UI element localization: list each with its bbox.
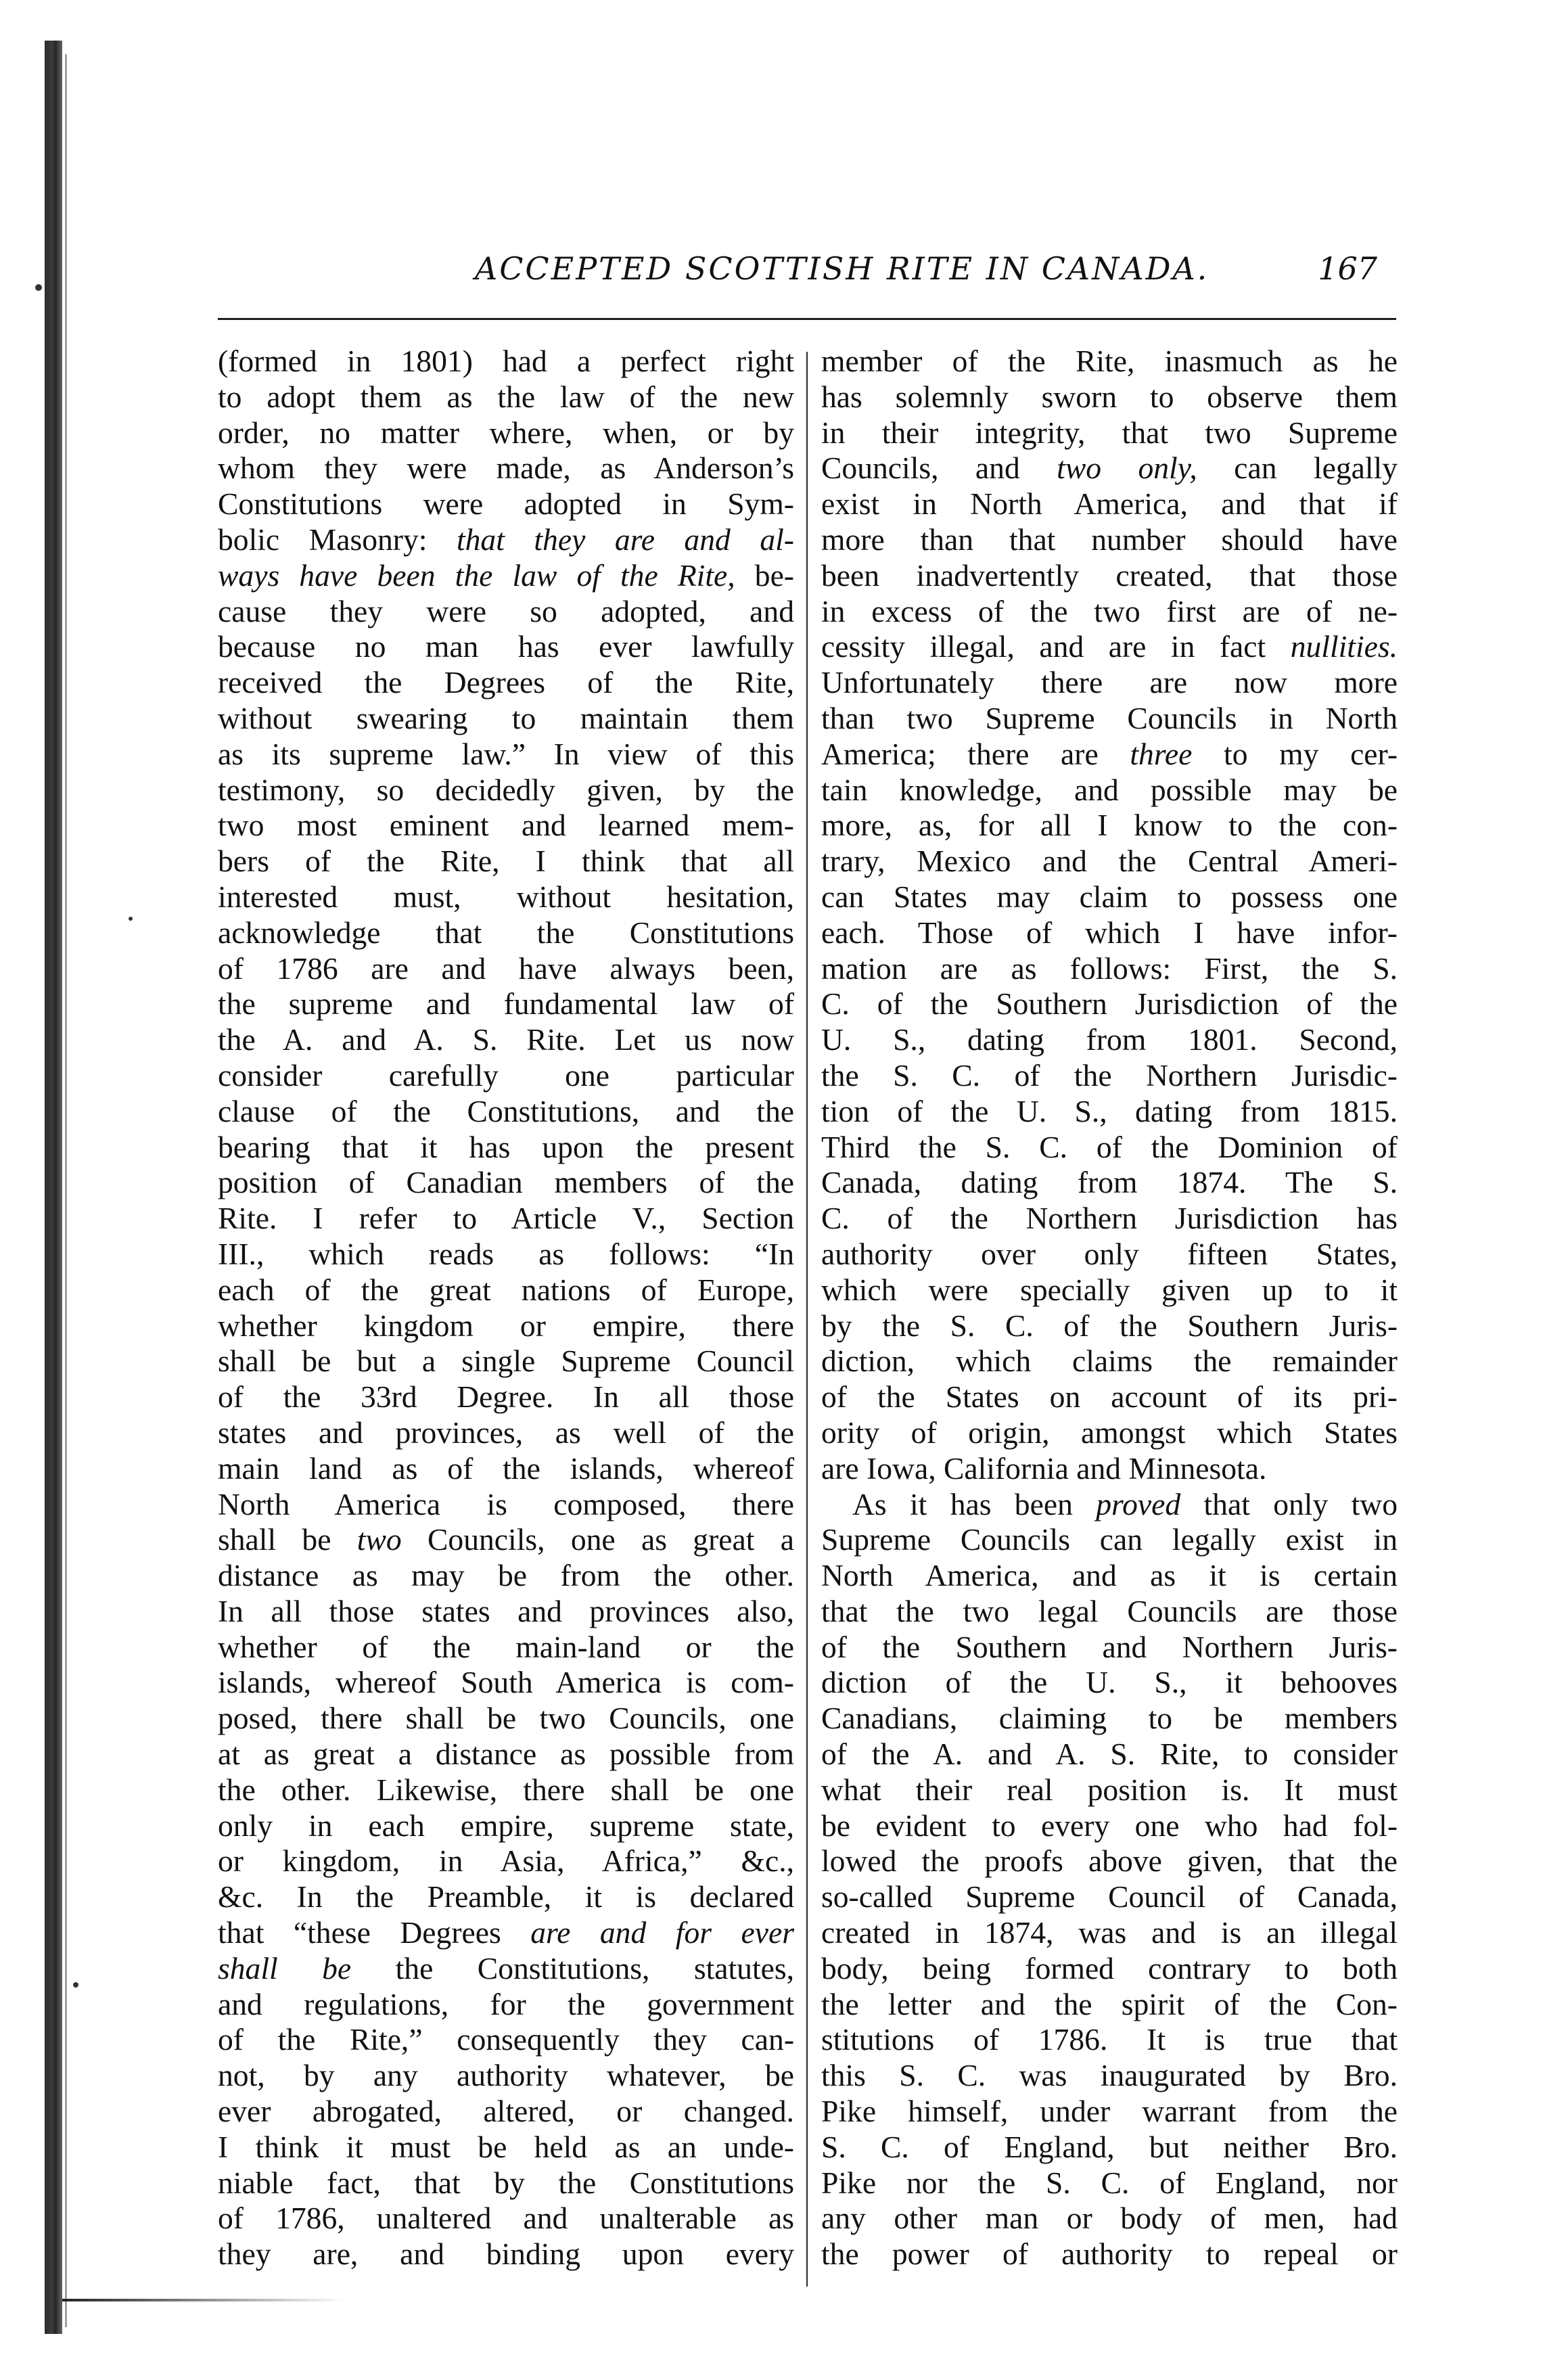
line-text: the power of authority to repeal or	[821, 2237, 1398, 2272]
binding-shadow	[65, 54, 67, 2327]
line-text: authority over only fifteen States,	[821, 1236, 1398, 1271]
line-text: testimony, so decidedly given, by the	[218, 772, 794, 807]
text-line	[218, 701, 794, 737]
text-line	[821, 1951, 1398, 1987]
text-line	[218, 1594, 794, 1630]
line-text: C. of the Southern Jurisdiction of the	[821, 986, 1398, 1022]
italic-text: two	[356, 1522, 402, 1557]
line-text: of the States on account of its pri-	[821, 1379, 1398, 1415]
text-line	[218, 773, 794, 808]
line-text: stitutions of 1786. It is true that	[821, 2022, 1398, 2057]
line-text: more than that number should have	[821, 522, 1398, 557]
line-text: of the 33rd Degree. In all those	[218, 1379, 794, 1415]
line-text: cause they were so adopted, and	[218, 593, 794, 628]
text-line	[821, 1022, 1398, 1058]
italic-text: three	[1130, 736, 1193, 771]
line-text: In all those states and provinces also,	[218, 1593, 794, 1628]
text-line	[218, 380, 794, 415]
text-line	[821, 1094, 1398, 1130]
line-text: without swearing to maintain them	[218, 700, 794, 735]
line-text: body, being formed contrary to both	[821, 1950, 1398, 1986]
scan-speck	[73, 1982, 78, 1988]
text-line	[821, 1737, 1398, 1772]
text-line	[218, 1308, 794, 1344]
text-line	[218, 1415, 794, 1451]
line-text: C. of the Northern Jurisdiction has	[821, 1201, 1398, 1236]
line-text: niable fact, that by the Constitutions	[218, 2165, 794, 2200]
scan-speck	[35, 284, 42, 291]
text-line	[218, 522, 794, 558]
text-line	[218, 1808, 794, 1844]
text-line	[218, 1522, 794, 1558]
line-text: only in each empire, supreme state,	[218, 1808, 794, 1843]
text-line	[218, 2094, 794, 2130]
text-line	[218, 594, 794, 630]
line-text: because no man has ever lawfully	[218, 629, 794, 664]
line-text: of the Rite,” consequently they can-	[218, 2022, 794, 2057]
line-text: that the two legal Councils are those	[821, 1593, 1398, 1628]
line-text: S. C. of England, but neither Bro.	[821, 2129, 1398, 2164]
text-line	[821, 1630, 1398, 1666]
line-text: can legally	[1197, 451, 1398, 486]
line-text: of 1786, unaltered and unalterable as	[218, 2201, 794, 2236]
line-text: what their real position is. It must	[821, 1772, 1398, 1807]
line-text: Pike nor the S. C. of England, nor	[821, 2165, 1398, 2200]
line-text: America; there are	[821, 736, 1130, 771]
text-line	[218, 737, 794, 773]
text-line	[821, 2165, 1398, 2201]
text-line	[218, 915, 794, 951]
line-text: bolic Masonry:	[218, 522, 457, 557]
text-line	[821, 451, 1398, 486]
line-text: each. Those of which I have infor-	[821, 915, 1398, 950]
text-line	[218, 986, 794, 1022]
text-line	[821, 2058, 1398, 2094]
page-number: 167	[1318, 250, 1377, 287]
line-text: exist in North America, and that if	[821, 486, 1398, 522]
line-text: tain knowledge, and possible may be	[821, 772, 1398, 807]
text-line	[218, 1273, 794, 1308]
text-line	[218, 1058, 794, 1094]
line-text: to my cer-	[1192, 736, 1398, 771]
text-line	[218, 1344, 794, 1379]
text-line	[821, 558, 1398, 594]
line-text: the A. and A. S. Rite. Let us now	[218, 1022, 794, 1057]
line-text: Unfortunately there are now more	[821, 665, 1398, 700]
line-text: bers of the Rite, I think that all	[218, 844, 794, 879]
text-line	[218, 1558, 794, 1594]
text-line	[218, 1915, 794, 1951]
bottom-scan-artifact	[62, 2299, 346, 2301]
italic-text: are and for ever	[530, 1915, 794, 1950]
italic-text: ways have been the law of the Rite,	[218, 557, 735, 593]
text-line	[821, 1772, 1398, 1808]
line-text: Pike himself, under warrant from the	[821, 2094, 1398, 2129]
line-text: Councils, and	[821, 451, 1057, 486]
text-line	[218, 1701, 794, 1737]
line-text: distance as may be from the other.	[218, 1558, 794, 1593]
text-line	[821, 594, 1398, 630]
text-line	[218, 1737, 794, 1772]
italic-text: nullities.	[1290, 629, 1398, 664]
text-line	[821, 629, 1398, 665]
line-text: main land as of the islands, whereof	[218, 1450, 794, 1486]
text-line	[821, 1058, 1398, 1094]
text-line	[821, 1915, 1398, 1951]
text-line	[821, 1594, 1398, 1630]
line-text: they are, and binding upon every	[218, 2237, 794, 2272]
text-line	[821, 2237, 1398, 2272]
line-text: any other man or body of men, had	[821, 2201, 1398, 2236]
text-line	[821, 1201, 1398, 1237]
line-text: consider carefully one particular	[218, 1057, 794, 1093]
line-text: tion of the U. S., dating from 1815.	[821, 1093, 1398, 1128]
text-line	[821, 1415, 1398, 1451]
line-text: North America is composed, there	[218, 1486, 794, 1521]
line-text: can States may claim to possess one	[821, 879, 1398, 914]
text-line	[218, 1237, 794, 1273]
line-text: and regulations, for the government	[218, 1986, 794, 2021]
text-line	[821, 773, 1398, 808]
text-line	[218, 808, 794, 844]
line-text: that only two	[1180, 1486, 1398, 1521]
line-text: (formed in 1801) had a perfect right	[218, 344, 794, 378]
line-text: has solemnly sworn to observe them	[821, 379, 1398, 414]
line-text: the Constitutions, statutes,	[351, 1950, 795, 1986]
text-line	[821, 1522, 1398, 1558]
italic-text: that they are and al-	[456, 522, 794, 557]
line-text: member of the Rite, inasmuch as he	[821, 344, 1398, 378]
text-line	[218, 2022, 794, 2058]
line-text: the other. Likewise, there shall be one	[218, 1772, 794, 1807]
text-line	[821, 951, 1398, 987]
text-line	[218, 844, 794, 879]
text-line	[218, 2058, 794, 2094]
text-line	[218, 1879, 794, 1915]
text-line	[821, 344, 1398, 380]
line-text: the supreme and fundamental law of	[218, 986, 794, 1022]
line-text: Third the S. C. of the Dominion of	[821, 1129, 1398, 1164]
text-line	[821, 415, 1398, 451]
text-line	[821, 879, 1398, 915]
text-line	[821, 1165, 1398, 1201]
book-binding-edge	[45, 41, 62, 2334]
text-line	[218, 1843, 794, 1879]
text-line	[821, 1987, 1398, 2023]
line-text: are Iowa, California and Minnesota.	[821, 1450, 1267, 1486]
text-line	[821, 1701, 1398, 1737]
text-line	[218, 665, 794, 701]
line-text: whether kingdom or empire, there	[218, 1308, 794, 1343]
text-line	[821, 1308, 1398, 1344]
text-line	[821, 1665, 1398, 1701]
italic-text: two only,	[1057, 451, 1197, 486]
line-text: shall be but a single Supreme Council	[218, 1344, 794, 1379]
header-rule	[218, 318, 1396, 320]
line-text: whether of the main-land or the	[218, 1629, 794, 1664]
text-line	[821, 1273, 1398, 1308]
line-text: Councils, one as great a	[401, 1522, 794, 1557]
line-text: I think it must be held as an unde-	[218, 2129, 794, 2164]
text-line	[218, 1201, 794, 1237]
column-divider	[806, 352, 808, 2287]
line-text: Supreme Councils can legally exist in	[821, 1522, 1398, 1557]
line-text: lowed the proofs above given, that the	[821, 1843, 1398, 1879]
line-text: more, as, for all I know to the con-	[821, 808, 1398, 843]
text-line	[821, 380, 1398, 415]
text-line	[821, 1879, 1398, 1915]
line-text: received the Degrees of the Rite,	[218, 665, 794, 700]
line-text: interested must, without hesitation,	[218, 879, 794, 914]
right-text-column	[821, 344, 1398, 2272]
text-line	[218, 1987, 794, 2023]
text-line	[218, 1487, 794, 1523]
line-text: that “these Degrees	[218, 1915, 531, 1950]
line-text: of the Southern and Northern Juris-	[821, 1629, 1398, 1664]
line-text: ority of origin, amongst which States	[821, 1415, 1398, 1450]
line-text: been inadvertently created, that those	[821, 557, 1398, 593]
text-line	[218, 415, 794, 451]
line-text: diction of the U. S., it behooves	[821, 1665, 1398, 1700]
text-line	[218, 344, 794, 380]
text-line	[821, 1558, 1398, 1594]
line-text: As it has been	[852, 1486, 1097, 1521]
text-line	[821, 1487, 1398, 1523]
line-text: be evident to every one who had fol-	[821, 1808, 1398, 1843]
line-text: islands, whereof South America is com-	[218, 1665, 794, 1700]
page-header	[223, 250, 1393, 311]
line-text: acknowledge that the Constitutions	[218, 915, 794, 950]
text-line	[218, 1165, 794, 1201]
text-line	[821, 1344, 1398, 1379]
line-text: which were specially given up to it	[821, 1272, 1398, 1307]
line-text: Rite. I refer to Article V., Section	[218, 1201, 794, 1236]
text-line	[218, 2201, 794, 2237]
text-line	[821, 2201, 1398, 2237]
line-text: each of the great nations of Europe,	[218, 1272, 794, 1307]
text-line	[821, 2022, 1398, 2058]
line-text: position of Canadian members of the	[218, 1165, 794, 1200]
line-text: to adopt them as the law of the new	[218, 379, 794, 414]
text-line	[218, 1094, 794, 1130]
line-text: at as great a distance as possible from	[218, 1737, 794, 1772]
line-text: bearing that it has upon the present	[218, 1129, 794, 1164]
line-text: Canada, dating from 1874. The S.	[821, 1165, 1398, 1200]
text-line	[821, 1237, 1398, 1273]
text-line	[218, 1130, 794, 1166]
text-line	[218, 451, 794, 486]
line-text: shall be	[218, 1522, 357, 1557]
text-line	[218, 1630, 794, 1666]
line-text: be-	[735, 557, 794, 593]
text-line	[821, 2094, 1398, 2130]
text-line	[821, 701, 1398, 737]
line-text: the letter and the spirit of the Con-	[821, 1986, 1398, 2021]
line-text: ever abrogated, altered, or changed.	[218, 2094, 794, 2129]
scan-speck	[129, 917, 133, 921]
text-line	[218, 2130, 794, 2165]
line-text: trary, Mexico and the Central Ameri-	[821, 844, 1398, 879]
text-line	[218, 1022, 794, 1058]
line-text: so-called Supreme Council of Canada,	[821, 1879, 1398, 1915]
line-text: clause of the Constitutions, and the	[218, 1093, 794, 1128]
text-line	[821, 737, 1398, 773]
line-text: III., which reads as follows: “In	[218, 1236, 794, 1271]
line-text: states and provinces, as well of the	[218, 1415, 794, 1450]
running-title: ACCEPTED SCOTTISH RITE IN CANADA.	[475, 250, 1209, 287]
text-line	[821, 844, 1398, 879]
line-text: U. S., dating from 1801. Second,	[821, 1022, 1398, 1057]
text-line	[821, 808, 1398, 844]
text-line	[821, 1130, 1398, 1166]
text-line	[218, 1379, 794, 1415]
line-text: diction, which claims the remainder	[821, 1344, 1398, 1379]
text-line	[218, 951, 794, 987]
text-line	[821, 2130, 1398, 2165]
text-line	[821, 486, 1398, 522]
line-text: in their integrity, that two Supreme	[821, 415, 1398, 450]
text-line	[218, 2237, 794, 2272]
text-line	[218, 629, 794, 665]
text-line	[821, 986, 1398, 1022]
line-text: by the S. C. of the Southern Juris-	[821, 1308, 1398, 1343]
line-text: two most eminent and learned mem-	[218, 808, 794, 843]
text-line	[821, 915, 1398, 951]
text-line	[821, 1843, 1398, 1879]
text-line	[218, 486, 794, 522]
line-text: &c. In the Preamble, it is declared	[218, 1879, 794, 1915]
line-text: this S. C. was inaugurated by Bro.	[821, 2058, 1398, 2093]
line-text: Canadians, claiming to be members	[821, 1701, 1398, 1736]
text-line	[218, 558, 794, 594]
line-text: than two Supreme Councils in North	[821, 700, 1398, 735]
line-text: the S. C. of the Northern Jurisdic-	[821, 1057, 1398, 1093]
text-line	[821, 522, 1398, 558]
line-text: Constitutions were adopted in Sym-	[218, 486, 794, 522]
line-text: of the A. and A. S. Rite, to consider	[821, 1737, 1398, 1772]
line-text: or kingdom, in Asia, Africa,” &c.,	[218, 1843, 794, 1879]
line-text: order, no matter where, when, or by	[218, 415, 794, 450]
left-text-column	[218, 344, 794, 2272]
line-text: cessity illegal, and are in fact	[821, 629, 1291, 664]
text-line	[218, 2165, 794, 2201]
text-line	[821, 1379, 1398, 1415]
text-line	[218, 1951, 794, 1987]
text-line	[218, 1665, 794, 1701]
line-text: of 1786 are and have always been,	[218, 950, 794, 986]
line-text: not, by any authority whatever, be	[218, 2058, 794, 2093]
italic-text: proved	[1096, 1486, 1181, 1521]
line-text: as its supreme law.” In view of this	[218, 736, 794, 771]
text-line	[821, 1808, 1398, 1844]
text-line	[821, 665, 1398, 701]
text-line	[218, 1772, 794, 1808]
line-text: North America, and as it is certain	[821, 1558, 1398, 1593]
line-text: posed, there shall be two Councils, one	[218, 1701, 794, 1736]
line-text: in excess of the two first are of ne-	[821, 593, 1398, 628]
italic-text: shall be	[218, 1950, 352, 1986]
line-text: whom they were made, as Anderson’s	[218, 451, 794, 486]
text-line	[218, 1451, 794, 1487]
line-text: mation are as follows: First, the S.	[821, 950, 1398, 986]
line-text: created in 1874, was and is an illegal	[821, 1915, 1398, 1950]
text-line	[218, 879, 794, 915]
text-line	[821, 1451, 1398, 1487]
